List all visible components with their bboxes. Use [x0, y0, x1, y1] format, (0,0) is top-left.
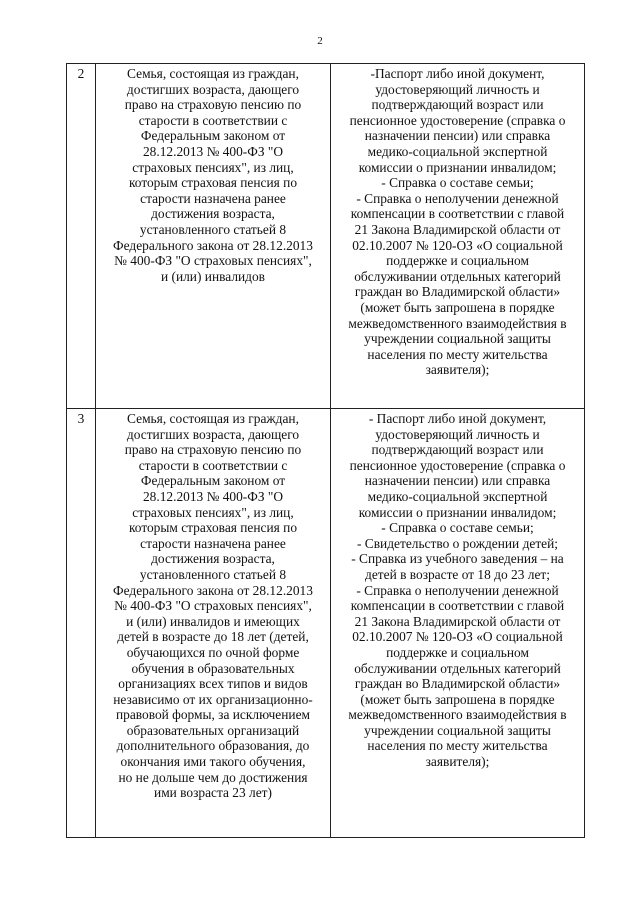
text-line: независимо от их организационно-: [113, 691, 313, 707]
text-line: № 400-ФЗ "О страховых пенсиях",: [114, 598, 312, 614]
text-line: (может быть запрошена в порядке: [360, 691, 555, 707]
text-line: обслуживании отдельных категорий: [354, 660, 561, 676]
text-line: достигших возраста, дающего: [126, 426, 300, 442]
text-line: и (или) инвалидов: [160, 268, 265, 284]
page-number: 2: [317, 35, 323, 47]
text-line: образовательных организаций: [126, 722, 300, 738]
category-cell: [96, 64, 331, 409]
categories-table: [66, 63, 585, 838]
text-line: 21 Закона Владимирской области от: [354, 221, 561, 237]
table-row: [67, 64, 585, 409]
text-line: № 400-ФЗ "О страховых пенсиях",: [114, 253, 312, 269]
text-line: учреждении социальной защиты: [364, 722, 551, 738]
text-line: комиссии о признании инвалидом;: [358, 159, 557, 175]
text-line: назначении пенсии) или справка: [364, 128, 551, 144]
text-line: - Справка о неполучении денежной: [356, 190, 559, 206]
text-line: 21 Закона Владимирской области от: [354, 613, 561, 629]
text-line: удостоверяющий личность и: [375, 81, 540, 97]
text-line: медико-социальной экспертной: [367, 143, 548, 159]
text-line: ими возраста 23 лет): [154, 785, 272, 801]
text-line: достижения возраста,: [151, 206, 275, 222]
text-line: право на страховую пенсию по: [124, 97, 302, 113]
text-line: Федеральным законом от: [140, 473, 286, 489]
text-line: Федерального закона от 28.12.2013: [113, 237, 313, 253]
text-line: установленного статьей 8: [139, 566, 287, 582]
text-line: Семья, состоящая из граждан,: [127, 411, 299, 426]
text-line: межведомственного взаимодействия в: [348, 707, 567, 723]
text-line: комиссии о признании инвалидом;: [358, 504, 557, 520]
text-line: пенсионное удостоверение (справка о: [349, 457, 566, 473]
text-line: - Справка о составе семьи;: [381, 175, 534, 191]
text-line: правовой формы, за исключением: [115, 707, 310, 723]
category-cell: [96, 409, 331, 838]
text-line: страховых пенсиях", из лиц,: [132, 159, 294, 175]
text-line: обучения в образовательных: [131, 660, 295, 676]
text-line: 28.12.2013 № 400-ФЗ "О: [142, 143, 284, 159]
text-line: пенсионное удостоверение (справка о: [349, 112, 566, 128]
text-line: подтверждающий возраст или: [371, 97, 544, 113]
text-line: - Паспорт либо иной документ,: [368, 411, 547, 426]
text-line: обучающихся по очной форме: [126, 644, 300, 660]
text-line: заявителя);: [425, 754, 490, 770]
text-line: компенсации в соответствии с главой: [350, 206, 565, 222]
text-line: детей в возрасте до 18 лет (детей,: [117, 629, 309, 645]
text-line: Федерального закона от 28.12.2013: [113, 582, 313, 598]
text-line: поддержке и социальном: [386, 253, 529, 269]
text-line: старости в соответствии с: [138, 112, 288, 128]
text-line: заявителя);: [425, 362, 490, 378]
text-line: установленного статьей 8: [139, 221, 287, 237]
text-line: достигших возраста, дающего: [126, 81, 300, 97]
text-line: - Свидетельство о рождении детей;: [356, 535, 559, 551]
text-line: страховых пенсиях", из лиц,: [132, 504, 294, 520]
documents-cell: [331, 64, 585, 409]
text-line: Федеральным законом от: [140, 128, 286, 144]
text-line: и (или) инвалидов и имеющих: [126, 613, 300, 629]
text-line: граждан во Владимирской области»: [354, 676, 561, 692]
text-line: поддержке и социальном: [386, 644, 529, 660]
text-line: организациях всех типов и видов: [118, 676, 308, 692]
text-line: которым страховая пенсия по: [128, 520, 298, 536]
text-line: населения по месту жительства: [367, 346, 548, 362]
text-line: Семья, состоящая из граждан,: [127, 66, 299, 81]
text-line: учреждении социальной защиты: [364, 331, 551, 347]
text-line: окончания ими такого обучения,: [120, 754, 306, 770]
text-line: - Справка о составе семьи;: [381, 520, 534, 536]
row-number: 3: [67, 409, 96, 838]
text-line: 02.10.2007 № 120-ОЗ «О социальной: [352, 629, 563, 645]
text-line: -Паспорт либо иной документ,: [370, 66, 545, 81]
text-line: старости назначена ранее: [140, 535, 286, 551]
text-line: населения по месту жительства: [367, 738, 548, 754]
text-line: 28.12.2013 № 400-ФЗ "О: [142, 488, 284, 504]
text-line: которым страховая пенсия по: [128, 175, 298, 191]
text-line: межведомственного взаимодействия в: [348, 315, 567, 331]
text-line: (может быть запрошена в порядке: [360, 299, 555, 315]
text-line: - Справка о неполучении денежной: [356, 582, 559, 598]
text-line: но не дольше чем до достижения: [118, 769, 308, 785]
text-line: граждан во Владимирской области»: [354, 284, 561, 300]
text-line: дополнительного образования, до: [116, 738, 310, 754]
text-line: удостоверяющий личность и: [375, 426, 540, 442]
documents-cell: [331, 409, 585, 838]
text-line: обслуживании отдельных категорий: [354, 268, 561, 284]
table-row: [67, 409, 585, 838]
text-line: медико-социальной экспертной: [367, 488, 548, 504]
text-line: старости в соответствии с: [138, 457, 288, 473]
text-line: старости назначена ранее: [140, 190, 286, 206]
text-line: назначении пенсии) или справка: [364, 473, 551, 489]
row-number: 2: [67, 64, 96, 409]
text-line: компенсации в соответствии с главой: [350, 598, 565, 614]
text-line: - Справка из учебного заведения – на: [351, 551, 564, 567]
text-line: 02.10.2007 № 120-ОЗ «О социальной: [352, 237, 563, 253]
text-line: подтверждающий возраст или: [371, 442, 544, 458]
text-line: право на страховую пенсию по: [124, 442, 302, 458]
text-line: достижения возраста,: [151, 551, 275, 567]
text-line: детей в возрасте от 18 до 23 лет;: [365, 566, 550, 582]
